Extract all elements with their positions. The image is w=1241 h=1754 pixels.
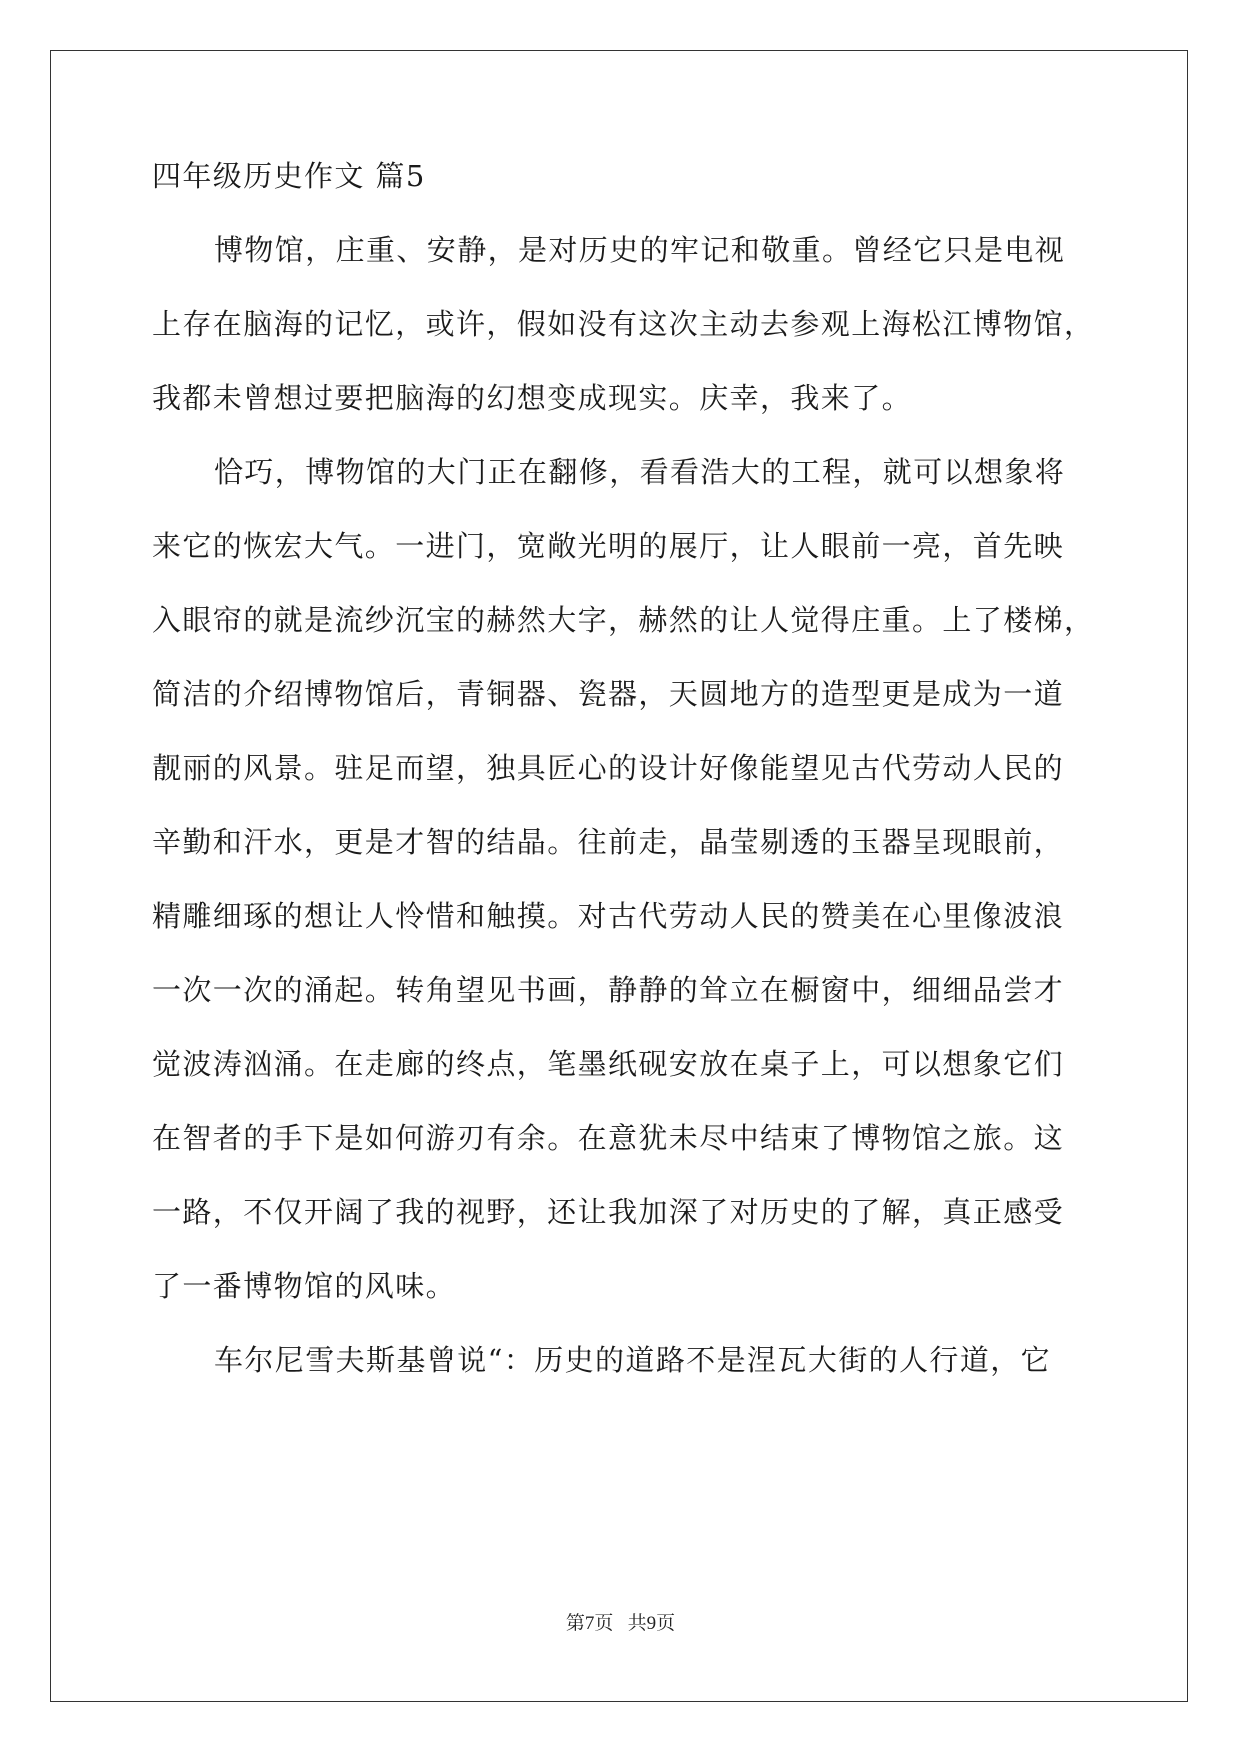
paragraph-line: 了一番博物馆的风味。 — [152, 1269, 457, 1303]
paragraph-line: 上存在脑海的记忆，或许，假如没有这次主动去参观上海松江博物馆， — [152, 307, 1095, 341]
page-border — [50, 50, 1188, 1702]
paragraph-line: 恰巧，博物馆的大门正在翻修，看看浩大的工程，就可以想象将 — [214, 455, 1066, 489]
paragraph-line: 我都未曾想过要把脑海的幻想变成现实。庆幸，我来了。 — [152, 381, 913, 415]
page-number: 第7页 — [565, 1613, 614, 1634]
paragraph-line: 一次一次的涌起。转角望见书画，静静的耸立在橱窗中，细细品尝才 — [152, 973, 1065, 1007]
paragraph-line: 来它的恢宏大气。一进门，宽敞光明的展厅，让人眼前一亮，首先映 — [152, 529, 1065, 563]
paragraph-line: 靓丽的风景。驻足而望，独具匠心的设计好像能望见古代劳动人民的 — [152, 751, 1065, 785]
paragraph-line: 一路，不仅开阔了我的视野，还让我加深了对历史的了解，真正感受 — [152, 1195, 1065, 1229]
essay-heading: 四年级历史作文 篇5 — [152, 159, 426, 193]
paragraph-line: 觉波涛汹涌。在走廊的终点，笔墨纸砚安放在桌子上，可以想象它们 — [152, 1047, 1065, 1081]
paragraph-line: 精雕细琢的想让人怜惜和触摸。对古代劳动人民的赞美在心里像波浪 — [152, 899, 1065, 933]
page-total: 共9页 — [627, 1613, 676, 1634]
paragraph-line: 入眼帘的就是流纱沉宝的赫然大字，赫然的让人觉得庄重。上了楼梯， — [152, 603, 1095, 637]
paragraph-line: 在智者的手下是如何游刃有余。在意犹未尽中结束了博物馆之旅。这 — [152, 1121, 1065, 1155]
paragraph-line: 车尔尼雪夫斯基曾说“：历史的道路不是涅瓦大街的人行道，它 — [214, 1343, 1052, 1377]
page-footer — [0, 1608, 1241, 1635]
paragraph-line: 辛勤和汗水，更是才智的结晶。往前走，晶莹剔透的玉器呈现眼前， — [152, 825, 1065, 859]
paragraph-line: 博物馆，庄重、安静，是对历史的牢记和敬重。曾经它只是电视 — [214, 233, 1066, 267]
paragraph-line: 简洁的介绍博物馆后，青铜器、瓷器，天圆地方的造型更是成为一道 — [152, 677, 1065, 711]
